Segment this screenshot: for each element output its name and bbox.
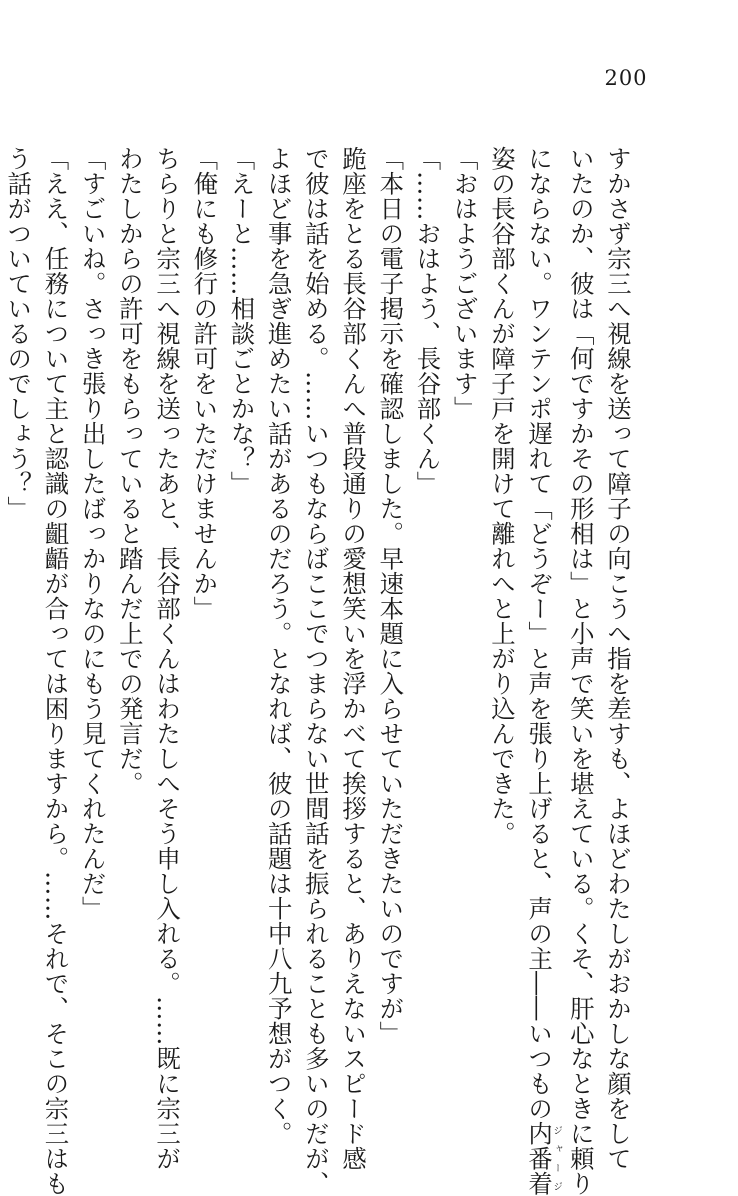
text-line-6: 「……おはよう、長谷部くん」 [412, 146, 442, 496]
ruby-base: 内番着 [524, 1120, 554, 1196]
text-line-5: 「おはようございます」 [449, 146, 479, 421]
text-line-16: 「ええ、任務について主と認識の齟齬が合っては困りますから。……それで、そこの宗三はも [40, 146, 70, 1196]
text-line-11: 「えーと……相談ごとかな？」 [226, 146, 256, 496]
text-line-14: わたしからの許可をもらっていると踏んだ上での発言だ。 [114, 146, 144, 796]
novel-text-body [0, 146, 636, 1196]
text-line-9: で彼は話を始める。……いつもならばここでつまらない世間話を振られることも多いのだが、 [300, 146, 330, 1196]
text-line-17: う話がついているのでしょう？」 [3, 146, 33, 521]
text-line-10: よほど事を急ぎ進めたい話があるのだろう。となれば、彼の話題は十中八九予想がつく。 [263, 146, 293, 1146]
text-line-3 [520, 146, 563, 1196]
ruby-annotation [524, 1120, 563, 1196]
text-line-4: 姿の長谷部くんが障子戸を開けて離れへと上がり込んできた。 [486, 146, 516, 846]
text-line-12: 「俺にも修行の許可をいただけませんか」 [189, 146, 219, 621]
text-line-2: いたのか、彼は「何ですかその形相は」と小声で笑いを堪えている。くそ、肝心なときに頼り [565, 146, 595, 1196]
page-number: 200 [604, 66, 648, 90]
text-line-13: ちらりと宗三へ視線を送ったあと、長谷部くんはわたしへそう申し入れる。……既に宗三が [152, 146, 182, 1171]
text-line-15: 「すごいね。さっき張り出したばっかりなのにもう見てくれたんだ」 [77, 146, 107, 921]
text-line-8: 跪座をとる長谷部くんへ普段通りの愛想笑いを浮かべて挨拶すると、ありえないスピード感 [338, 146, 368, 1171]
text-line-3-content: にならない。ワンテンポ遅れて「どうぞー」と声を張り上げると、声の主――いつもの [524, 146, 554, 1121]
ruby-reading: ジャージ [551, 1120, 563, 1196]
text-line-1: すかさず宗三へ視線を送って障子の向こうへ指を差すも、よほどわたしがおかしな顔をして [603, 146, 632, 1171]
text-line-7: 「本日の電子掲示を確認しました。早速本題に入らせていただきたいのですが」 [375, 146, 405, 1046]
